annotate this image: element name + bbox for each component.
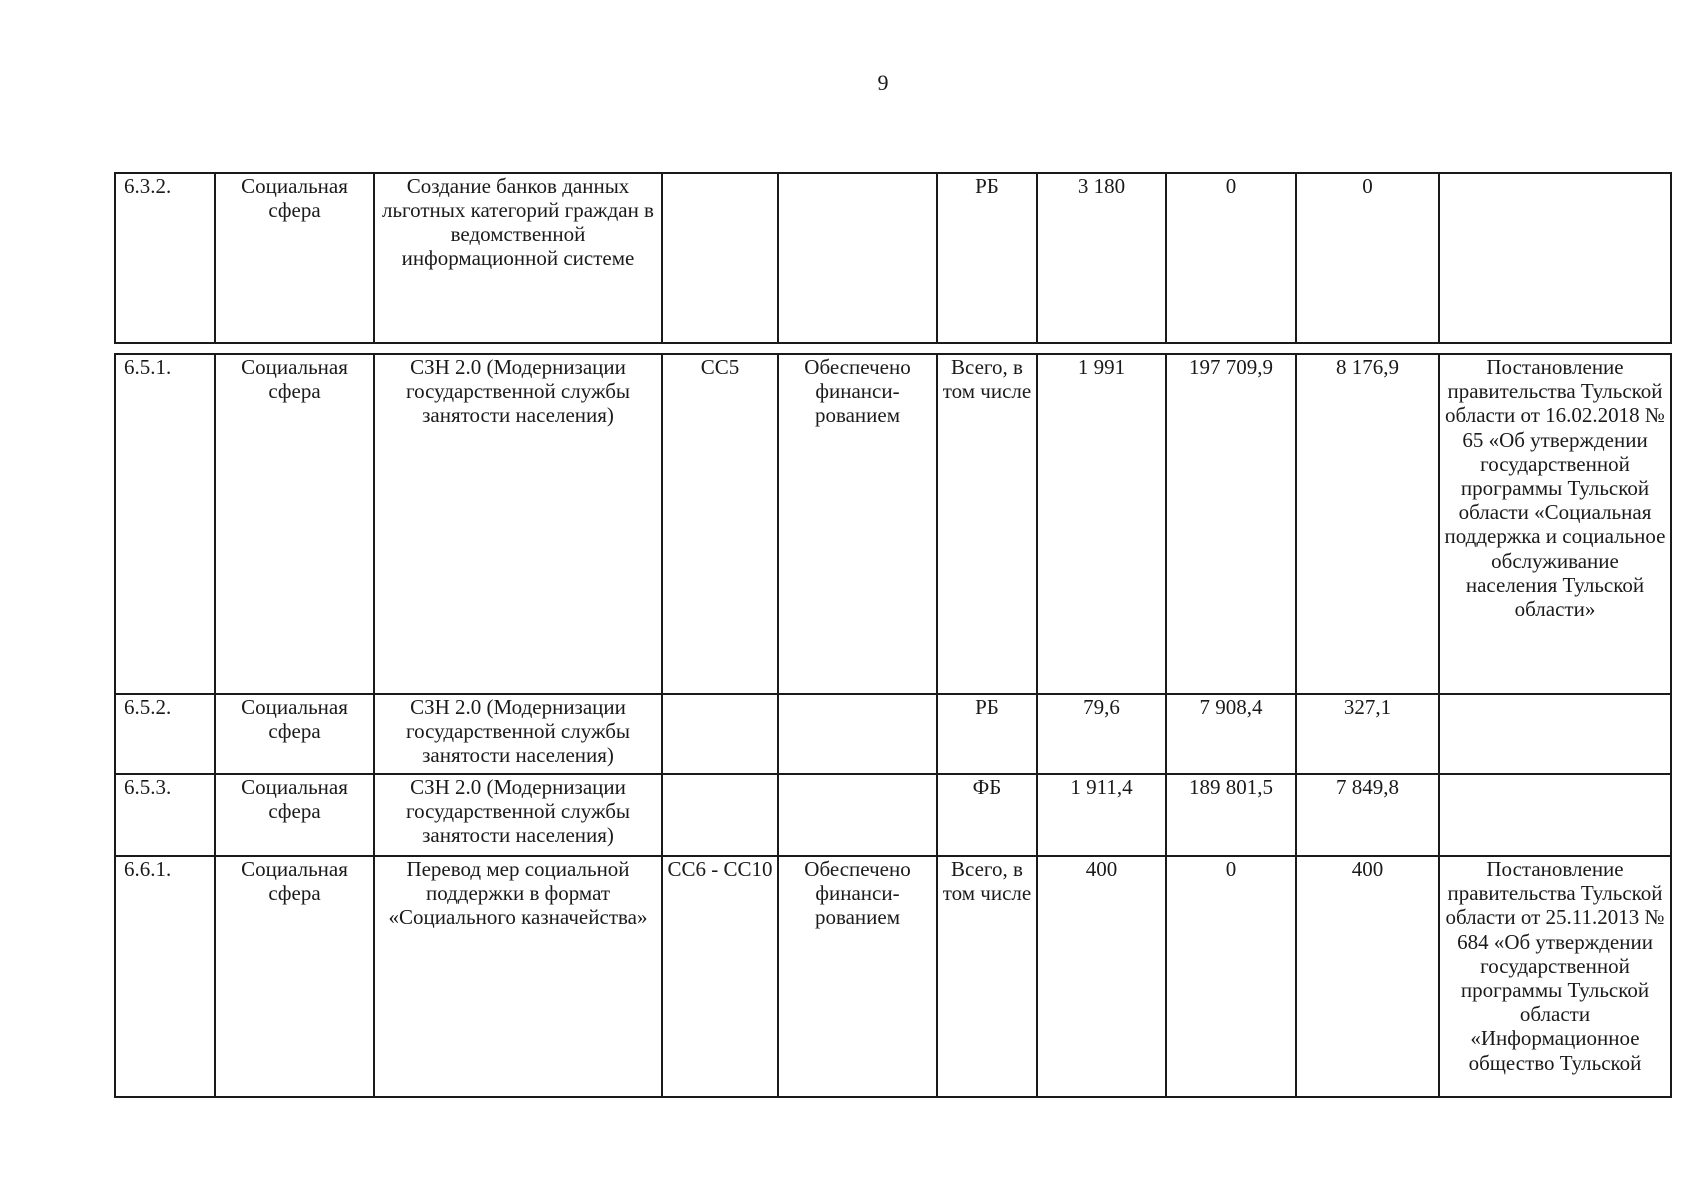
value-3-cell: 8 176,9 [1296, 354, 1439, 694]
basis-cell [1439, 173, 1671, 343]
value-2-cell: 189 801,5 [1166, 774, 1296, 856]
code-cell: СС6 - СС10 [662, 856, 778, 1097]
value-2-cell: 0 [1166, 173, 1296, 343]
source-cell: РБ [937, 173, 1037, 343]
value-2-cell: 197 709,9 [1166, 354, 1296, 694]
row-number: 6.5.3. [115, 774, 215, 856]
value-3-cell: 327,1 [1296, 694, 1439, 774]
project-cell: СЗН 2.0 (Модернизации государственной службы занятости населения) [374, 774, 662, 856]
value-3-cell: 0 [1296, 173, 1439, 343]
source-cell: ФБ [937, 774, 1037, 856]
source-cell: Всего, в том числе [937, 354, 1037, 694]
sphere-cell: Социальная сфера [215, 173, 374, 343]
row-number: 6.6.1. [115, 856, 215, 1097]
page-number: 9 [877, 70, 889, 95]
code-cell [662, 694, 778, 774]
basis-cell [1439, 774, 1671, 856]
basis-cell [1439, 694, 1671, 774]
source-cell: РБ [937, 694, 1037, 774]
table-row [115, 173, 1671, 343]
value-1-cell: 1 911,4 [1037, 774, 1166, 856]
value-1-cell: 3 180 [1037, 173, 1166, 343]
project-cell: СЗН 2.0 (Модернизации государственной службы занятости населения) [374, 694, 662, 774]
value-1-cell: 79,6 [1037, 694, 1166, 774]
status-cell: Обеспечено финанси-рованием [778, 856, 937, 1097]
project-cell: Перевод мер социальной поддержки в формат «Социального казначейства» [374, 856, 662, 1097]
value-3-cell: 7 849,8 [1296, 774, 1439, 856]
row-number: 6.5.2. [115, 694, 215, 774]
status-cell [778, 173, 937, 343]
projects-table-continued [114, 172, 1672, 344]
table-row [115, 694, 1671, 774]
value-2-cell: 7 908,4 [1166, 694, 1296, 774]
status-cell [778, 774, 937, 856]
value-2-cell: 0 [1166, 856, 1296, 1097]
basis-cell: Постановление правительства Тульской области от 16.02.2018 № 65 «Об утверждении государственной программы Тульской области «Социальная поддержка и социальное обслуживание населения Тульской области» [1439, 354, 1671, 694]
sphere-cell: Социальная сфера [215, 856, 374, 1097]
table-row [115, 856, 1671, 1097]
code-cell [662, 774, 778, 856]
row-number: 6.3.2. [115, 173, 215, 343]
status-cell: Обеспечено финанси-рованием [778, 354, 937, 694]
code-cell: СС5 [662, 354, 778, 694]
source-cell: Всего, в том числе [937, 856, 1037, 1097]
value-1-cell: 400 [1037, 856, 1166, 1097]
code-cell [662, 173, 778, 343]
sphere-cell: Социальная сфера [215, 694, 374, 774]
value-1-cell: 1 991 [1037, 354, 1166, 694]
basis-cell: Постановление правительства Тульской области от 25.11.2013 № 684 «Об утверждении государственной программы Тульской области «Информационное общество Тульской [1439, 856, 1671, 1097]
status-cell [778, 694, 937, 774]
table-row [115, 354, 1671, 694]
table-row [115, 774, 1671, 856]
projects-table [114, 353, 1672, 1098]
project-cell: СЗН 2.0 (Модернизации государственной службы занятости населения) [374, 354, 662, 694]
project-cell: Создание банков данных льготных категорий граждан в ведомственной информационной системе [374, 173, 662, 343]
sphere-cell: Социальная сфера [215, 774, 374, 856]
sphere-cell: Социальная сфера [215, 354, 374, 694]
value-3-cell: 400 [1296, 856, 1439, 1097]
row-number: 6.5.1. [115, 354, 215, 694]
